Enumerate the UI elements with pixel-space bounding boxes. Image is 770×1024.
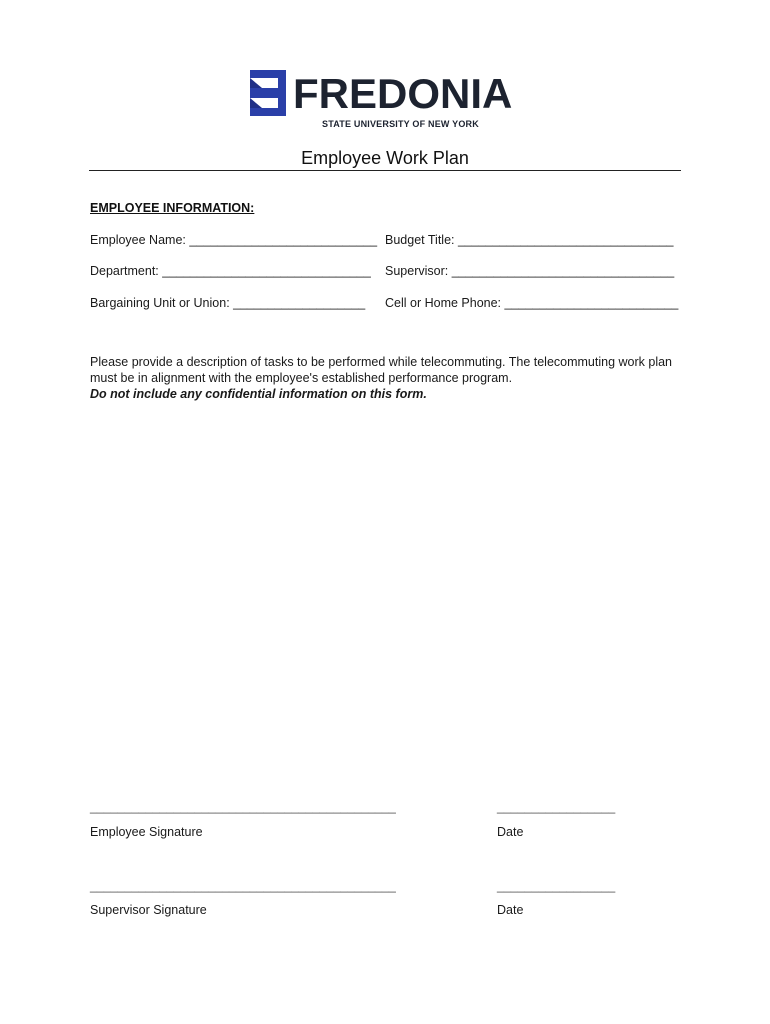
instructions-text: Please provide a description of tasks to be performed while telecommuting. The telecommuting work plan must be in alignment with the employee's established performance program. [90,355,673,385]
title-divider [89,170,681,171]
employee-signature-line[interactable]: ____________________________________________ [90,800,396,814]
bargaining-unit-field[interactable]: Bargaining Unit or Union: ___________________ [90,296,366,310]
fredonia-logo [248,70,528,132]
supervisor-field[interactable]: Supervisor: ________________________________ [385,264,675,278]
brand-subtitle: STATE UNIVERSITY OF NEW YORK [322,119,479,129]
budget-title-field[interactable]: Budget Title: _______________________________ [385,233,674,247]
document-title: Employee Work Plan [301,148,469,168]
supervisor-date-label: Date [497,903,524,917]
confidentiality-warning: Do not include any confidential information on this form. [90,387,427,401]
instructions-paragraph [90,354,690,402]
supervisor-signature-line[interactable]: ____________________________________________ [90,879,396,893]
employee-name-field[interactable]: Employee Name: ___________________________ [90,233,378,247]
employee-date-line[interactable]: _________________ [497,800,616,814]
department-field[interactable]: Department: ______________________________ [90,264,371,278]
employee-signature-label: Employee Signature [90,825,203,839]
supervisor-date-line[interactable]: _________________ [497,879,616,893]
brand-name: FREDONIA [293,70,513,117]
employee-info-heading: EMPLOYEE INFORMATION: [90,201,255,215]
employee-date-label: Date [497,825,524,839]
fredonia-emblem-icon [248,70,288,116]
phone-field[interactable]: Cell or Home Phone: _________________________ [385,296,679,310]
supervisor-signature-label: Supervisor Signature [90,903,207,917]
